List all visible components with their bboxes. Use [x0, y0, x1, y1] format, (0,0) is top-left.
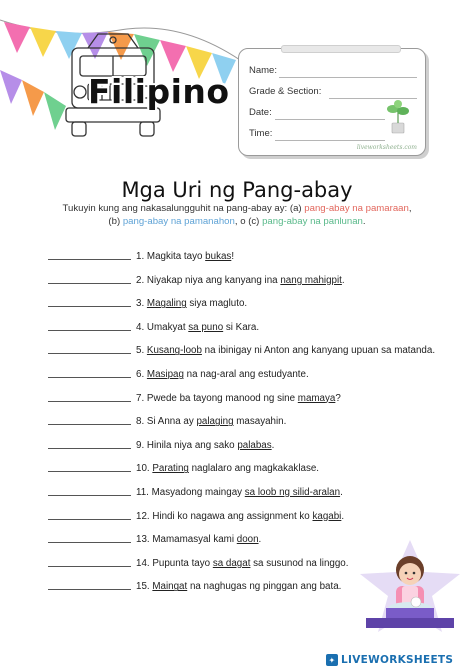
- question-number: 10.: [136, 463, 150, 475]
- question-text: Masipag na nag-aral ang estudyante.: [146, 369, 309, 380]
- question-text: Niyakap niya ang kanyang ina nang mahigpit.: [146, 274, 345, 286]
- question-text: Mamamasyal kami doon.: [152, 534, 262, 546]
- underlined-adverb: nang mahigpit: [280, 274, 342, 286]
- answer-blank[interactable]: [48, 471, 131, 472]
- underlined-adverb: Maingat: [152, 581, 188, 593]
- brand-title: Filipino: [88, 72, 230, 111]
- question-item: [48, 458, 319, 474]
- answer-blank[interactable]: [48, 542, 131, 543]
- underlined-adverb: mamaya: [297, 392, 336, 404]
- underlined-adverb: Kusang-loob: [146, 345, 202, 357]
- question-text: Magaling siya magluto.: [146, 298, 248, 310]
- question-text: Parating naglalaro ang magkakaklase.: [152, 463, 320, 475]
- signature: liveworksheets.com: [356, 144, 417, 151]
- question-number: 6.: [136, 369, 145, 380]
- question-number: 4.: [136, 321, 145, 333]
- bunting-flag: [30, 27, 56, 57]
- question-item: [48, 246, 234, 262]
- question-number: 2.: [136, 274, 145, 286]
- underlined-adverb: sa loob ng silid-aralan: [244, 487, 341, 498]
- question-item: [48, 576, 341, 592]
- question-text: Si Anna ay palaging masayahin.: [146, 416, 287, 428]
- question-text: Masyadong maingay sa loob ng silid-aralan.: [151, 487, 343, 498]
- question-text: Pwede ba tayong manood ng sine mamaya?: [146, 392, 341, 404]
- plant-icon: [383, 99, 413, 135]
- bunting-flag: [0, 70, 22, 104]
- underlined-adverb: palaging: [196, 416, 234, 428]
- name-label: Name:: [249, 65, 277, 76]
- question-item: [48, 506, 344, 522]
- underlined-adverb: sa dagat: [212, 557, 251, 569]
- question-number: 9.: [136, 439, 145, 451]
- girl-washing-dishes-illustration: [346, 536, 474, 644]
- answer-blank[interactable]: [48, 519, 131, 520]
- underlined-adverb: Masipag: [146, 369, 184, 380]
- answer-blank[interactable]: [48, 330, 131, 331]
- student-info-card: [238, 48, 426, 156]
- question-text: Magkita tayo bukas!: [146, 251, 235, 262]
- footer-text: LIVEWORKSHEETS: [341, 654, 454, 666]
- question-number: 3.: [136, 298, 145, 310]
- underlined-adverb: kagabi: [312, 510, 342, 522]
- underlined-adverb: sa puno: [188, 321, 224, 333]
- time-label: Time:: [249, 128, 273, 139]
- worksheet-title: Mga Uri ng Pang-abay: [121, 178, 353, 202]
- underlined-adverb: doon: [236, 534, 259, 546]
- answer-blank[interactable]: [48, 353, 131, 354]
- answer-blank[interactable]: [48, 566, 131, 567]
- question-item: [48, 411, 286, 427]
- type-a-label: pang-abay na pamaraan: [304, 203, 409, 214]
- question-item: [48, 482, 343, 498]
- underlined-adverb: Magaling: [146, 298, 187, 310]
- answer-blank[interactable]: [48, 283, 131, 284]
- grade-section-label: Grade & Section:: [249, 86, 322, 97]
- underlined-adverb: Parating: [152, 463, 189, 475]
- answer-blank[interactable]: [48, 377, 131, 378]
- question-number: 15.: [136, 581, 150, 593]
- answer-blank[interactable]: [48, 448, 131, 449]
- date-label: Date:: [249, 107, 272, 118]
- question-text: Hinila niya ang sako palabas.: [146, 439, 275, 451]
- question-number: 14.: [136, 557, 150, 569]
- question-number: 5.: [136, 345, 145, 357]
- card-tab: [281, 45, 401, 53]
- question-item: [48, 364, 309, 380]
- question-text: Hindi ko nagawa ang assignment ko kagabi.: [152, 510, 345, 522]
- question-number: 12.: [136, 510, 150, 522]
- answer-blank[interactable]: [48, 589, 131, 590]
- question-item: [48, 553, 348, 569]
- question-text: Kusang-loob na ibinigay ni Anton ang kanyang upuan sa matanda.: [146, 345, 436, 357]
- type-b-label: pang-abay na pamanahon: [122, 216, 235, 227]
- underlined-adverb: bukas: [205, 251, 232, 262]
- question-item: [48, 270, 345, 286]
- answer-blank[interactable]: [48, 401, 131, 402]
- underlined-adverb: palabas: [237, 439, 272, 451]
- question-item: [48, 340, 435, 356]
- question-item: [48, 293, 247, 309]
- bunting-flag: [4, 22, 30, 53]
- question-item: [48, 388, 341, 404]
- bunting-flag: [22, 80, 44, 116]
- question-item: [48, 317, 259, 333]
- question-text: Maingat na naghugas ng pinggan ang bata.: [152, 581, 342, 593]
- answer-blank[interactable]: [48, 306, 131, 307]
- question-number: 11.: [136, 487, 149, 498]
- question-item: [48, 435, 274, 451]
- question-text: Pupunta tayo sa dagat sa susunod na linggo.: [152, 557, 349, 569]
- answer-blank[interactable]: [48, 259, 131, 260]
- question-number: 8.: [136, 416, 145, 428]
- type-c-label: pang-abay na panlunan: [262, 216, 363, 227]
- answer-blank[interactable]: [48, 495, 131, 496]
- question-number: 13.: [136, 534, 150, 546]
- instructions: Tukuyin kung ang nakasalungguhit na pang-abay ay: (a) pang-abay na pamaraan, (b) pang-abay na pamanahon, o (c) pang-abay na panlunan.: [62, 203, 412, 227]
- question-text: Umakyat sa puno si Kara.: [146, 321, 260, 333]
- question-item: [48, 529, 261, 545]
- liveworksheets-logo-icon: ✦: [326, 654, 338, 666]
- answer-blank[interactable]: [48, 424, 131, 425]
- question-number: 7.: [136, 392, 145, 404]
- question-number: 1.: [136, 251, 145, 262]
- liveworksheets-footer[interactable]: [326, 652, 453, 668]
